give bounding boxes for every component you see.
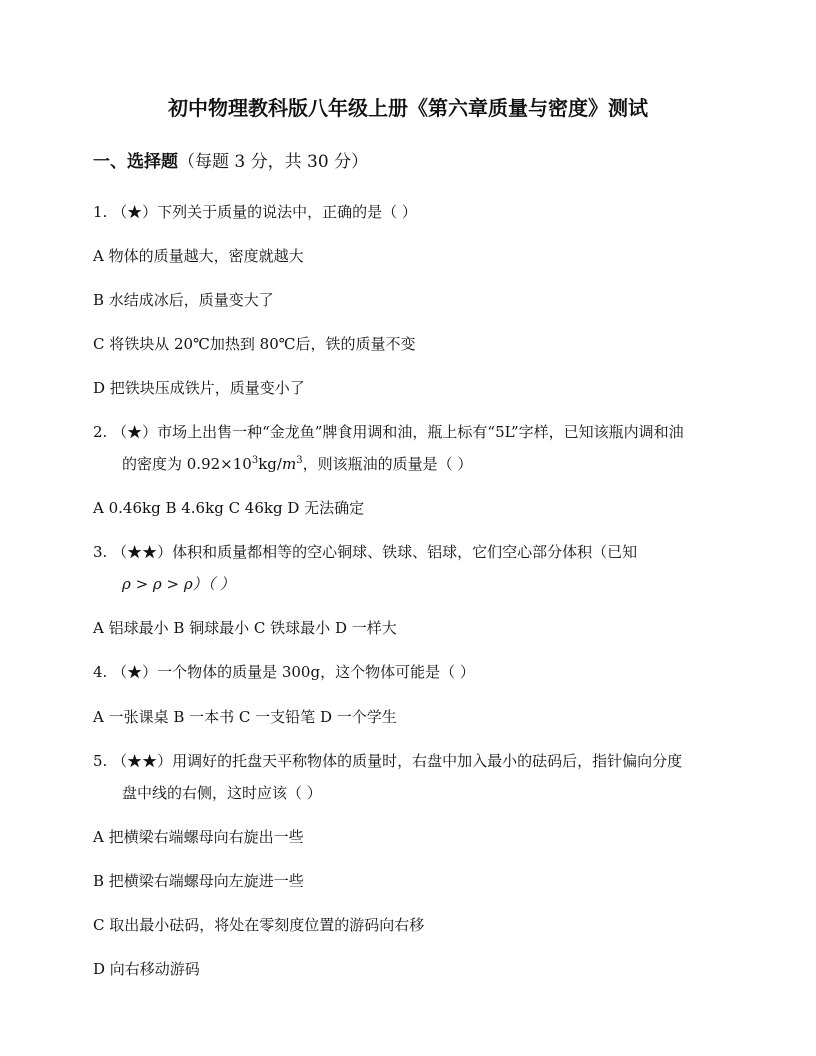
- question-1-option-a: A 物体的质量越大，密度就越大: [93, 247, 304, 265]
- question-3-stem: 3. （★★）体积和质量都相等的空心铜球、铁球、铝球，它们空心部分体积（已知: [93, 543, 638, 561]
- section-heading-note: （每题 3 分，共 30 分）: [178, 152, 369, 172]
- question-2-unit: kg/: [258, 455, 282, 473]
- question-1-option-c: C 将铁块从 20℃加热到 80℃后，铁的质量不变: [93, 335, 416, 353]
- question-2-stem: 2. （★）市场上出售一种“金龙鱼”牌食用调和油，瓶上标有“5L”字样，已知该瓶内调和油: [93, 423, 684, 441]
- question-2-unit-m: m: [281, 455, 297, 473]
- question-2-stem-end: ，则该瓶油的质量是（ ）: [302, 455, 473, 473]
- question-5-option-c: C 取出最小砝码，将处在零刻度位置的游码向右移: [93, 916, 425, 934]
- question-5-option-d: D 向右移动游码: [93, 960, 200, 978]
- page-title: 初中物理教科版八年级上册《第六章质量与密度》测试: [168, 96, 648, 120]
- question-3-stem-continued: ρ > ρ > ρ）（ ）: [122, 575, 235, 593]
- question-5-option-a: A 把横梁右端螺母向右旋出一些: [93, 828, 304, 846]
- section-heading-label: 一、选择题: [93, 152, 178, 172]
- question-4-stem: 4. （★）一个物体的质量是 300g，这个物体可能是（ ）: [93, 663, 475, 681]
- question-3-options: A 铝球最小 B 铜球最小 C 铁球最小 D 一样大: [93, 619, 397, 637]
- question-2-exponent: 3: [251, 455, 259, 466]
- question-5-stem-continued: 盘中线的右侧，这时应该（ ）: [122, 784, 322, 802]
- section-heading: [93, 149, 368, 175]
- question-4-options: A 一张课桌 B 一本书 C 一支铅笔 D 一个学生: [93, 708, 397, 726]
- question-2-options: A 0.46kg B 4.6kg C 46kg D 无法确定: [93, 499, 365, 517]
- question-2-stem-continued: [122, 452, 472, 476]
- question-5-stem: 5. （★★）用调好的托盘天平称物体的质量时，右盘中加入最小的砝码后，指针偏向分度: [93, 752, 683, 770]
- question-5-option-b: B 把横梁右端螺母向左旋进一些: [93, 872, 304, 890]
- question-2-unit-exponent: 3: [296, 455, 303, 466]
- question-1-option-b: B 水结成冰后，质量变大了: [93, 291, 274, 309]
- question-1-option-d: D 把铁块压成铁片，质量变小了: [93, 379, 305, 397]
- question-1-stem: 1. （★）下列关于质量的说法中，正确的是（ ）: [93, 203, 417, 221]
- question-2-density-value: 的密度为 0.92×10: [122, 455, 252, 473]
